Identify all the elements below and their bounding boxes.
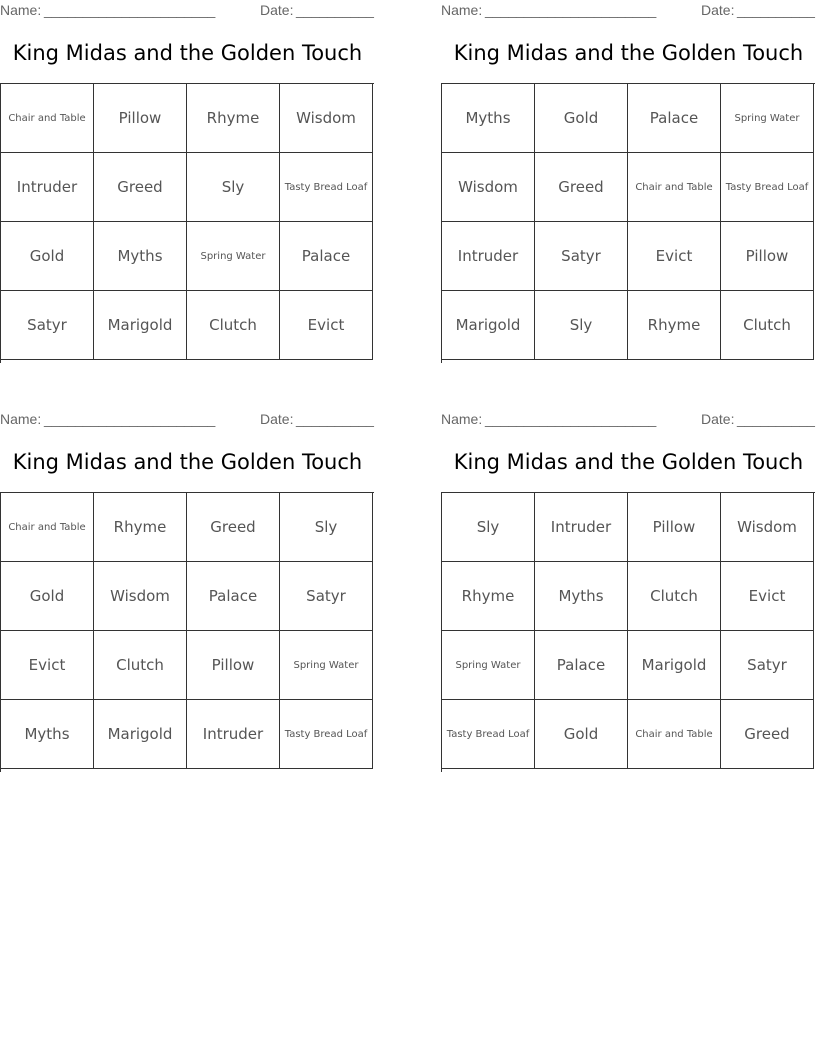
bingo-cell: Satyr bbox=[280, 562, 373, 631]
name-blank: ______________________ bbox=[485, 2, 657, 18]
date-blank: __________ bbox=[296, 2, 374, 18]
bingo-cell: Intruder bbox=[442, 222, 535, 291]
bingo-cell: Pillow bbox=[628, 493, 721, 562]
bingo-cell: Gold bbox=[1, 562, 94, 631]
name-date-row bbox=[0, 411, 375, 429]
bingo-cell: Rhyme bbox=[628, 291, 721, 360]
card-title: King Midas and the Golden Touch bbox=[453, 450, 804, 474]
date-blank: __________ bbox=[296, 411, 374, 427]
name-date-row bbox=[0, 2, 375, 20]
date-label: Date: bbox=[260, 411, 294, 427]
bingo-cell: Satyr bbox=[721, 631, 814, 700]
bingo-cell: Evict bbox=[1, 631, 94, 700]
bingo-cell: Pillow bbox=[94, 84, 187, 153]
bingo-cell: Marigold bbox=[94, 700, 187, 769]
bingo-cell: Marigold bbox=[94, 291, 187, 360]
bingo-grid bbox=[441, 492, 815, 772]
bingo-cell: Spring Water bbox=[721, 84, 814, 153]
bingo-cell: Clutch bbox=[187, 291, 280, 360]
bingo-cell: Tasty Bread Loaf bbox=[280, 153, 373, 222]
bingo-cell: Palace bbox=[628, 84, 721, 153]
bingo-cell: Pillow bbox=[721, 222, 814, 291]
bingo-cell: Spring Water bbox=[187, 222, 280, 291]
name-label: Name: bbox=[0, 411, 42, 427]
name-label: Name: bbox=[441, 411, 483, 427]
bingo-cell: Clutch bbox=[94, 631, 187, 700]
bingo-cell: Clutch bbox=[628, 562, 721, 631]
bingo-cell: Rhyme bbox=[187, 84, 280, 153]
bingo-grid bbox=[0, 83, 374, 363]
bingo-cell: Intruder bbox=[1, 153, 94, 222]
bingo-cell: Greed bbox=[535, 153, 628, 222]
bingo-cell: Palace bbox=[187, 562, 280, 631]
date-label: Date: bbox=[701, 411, 735, 427]
bingo-cell: Myths bbox=[442, 84, 535, 153]
date-label: Date: bbox=[701, 2, 735, 18]
card-title: King Midas and the Golden Touch bbox=[12, 450, 363, 474]
bingo-grid bbox=[441, 83, 815, 363]
bingo-cell: Rhyme bbox=[94, 493, 187, 562]
bingo-cell: Sly bbox=[442, 493, 535, 562]
bingo-cell: Chair and Table bbox=[628, 700, 721, 769]
bingo-cell: Wisdom bbox=[442, 153, 535, 222]
name-blank: ______________________ bbox=[485, 411, 657, 427]
bingo-cell: Greed bbox=[721, 700, 814, 769]
bingo-cell: Pillow bbox=[187, 631, 280, 700]
name-label: Name: bbox=[0, 2, 42, 18]
bingo-cell: Wisdom bbox=[94, 562, 187, 631]
bingo-cell: Tasty Bread Loaf bbox=[721, 153, 814, 222]
bingo-cell: Chair and Table bbox=[628, 153, 721, 222]
bingo-cell: Gold bbox=[1, 222, 94, 291]
bingo-cell: Marigold bbox=[442, 291, 535, 360]
bingo-cell: Clutch bbox=[721, 291, 814, 360]
date-blank: __________ bbox=[737, 411, 815, 427]
bingo-cell: Chair and Table bbox=[1, 84, 94, 153]
bingo-cell: Intruder bbox=[535, 493, 628, 562]
bingo-cell: Palace bbox=[280, 222, 373, 291]
name-label: Name: bbox=[441, 2, 483, 18]
bingo-cell: Rhyme bbox=[442, 562, 535, 631]
bingo-cell: Sly bbox=[535, 291, 628, 360]
bingo-cell: Spring Water bbox=[280, 631, 373, 700]
bingo-cell: Myths bbox=[94, 222, 187, 291]
name-date-row bbox=[441, 411, 816, 429]
name-blank: ______________________ bbox=[44, 411, 216, 427]
card-title: King Midas and the Golden Touch bbox=[12, 41, 363, 65]
bingo-cell: Satyr bbox=[535, 222, 628, 291]
date-blank: __________ bbox=[737, 2, 815, 18]
bingo-cell: Gold bbox=[535, 84, 628, 153]
bingo-cell: Myths bbox=[1, 700, 94, 769]
bingo-cell: Evict bbox=[628, 222, 721, 291]
bingo-cell: Evict bbox=[721, 562, 814, 631]
bingo-cell: Marigold bbox=[628, 631, 721, 700]
card-title: King Midas and the Golden Touch bbox=[453, 41, 804, 65]
bingo-cell: Sly bbox=[187, 153, 280, 222]
date-label: Date: bbox=[260, 2, 294, 18]
bingo-cell: Greed bbox=[94, 153, 187, 222]
bingo-cell: Tasty Bread Loaf bbox=[442, 700, 535, 769]
bingo-grid bbox=[0, 492, 374, 772]
bingo-cell: Wisdom bbox=[721, 493, 814, 562]
bingo-cell: Satyr bbox=[1, 291, 94, 360]
bingo-cell: Greed bbox=[187, 493, 280, 562]
name-blank: ______________________ bbox=[44, 2, 216, 18]
bingo-cell: Myths bbox=[535, 562, 628, 631]
bingo-cell: Palace bbox=[535, 631, 628, 700]
bingo-cell: Evict bbox=[280, 291, 373, 360]
bingo-cell: Wisdom bbox=[280, 84, 373, 153]
bingo-cell: Sly bbox=[280, 493, 373, 562]
bingo-cell: Intruder bbox=[187, 700, 280, 769]
bingo-cell: Chair and Table bbox=[1, 493, 94, 562]
bingo-cell: Gold bbox=[535, 700, 628, 769]
bingo-cell: Spring Water bbox=[442, 631, 535, 700]
bingo-cell: Tasty Bread Loaf bbox=[280, 700, 373, 769]
name-date-row bbox=[441, 2, 816, 20]
